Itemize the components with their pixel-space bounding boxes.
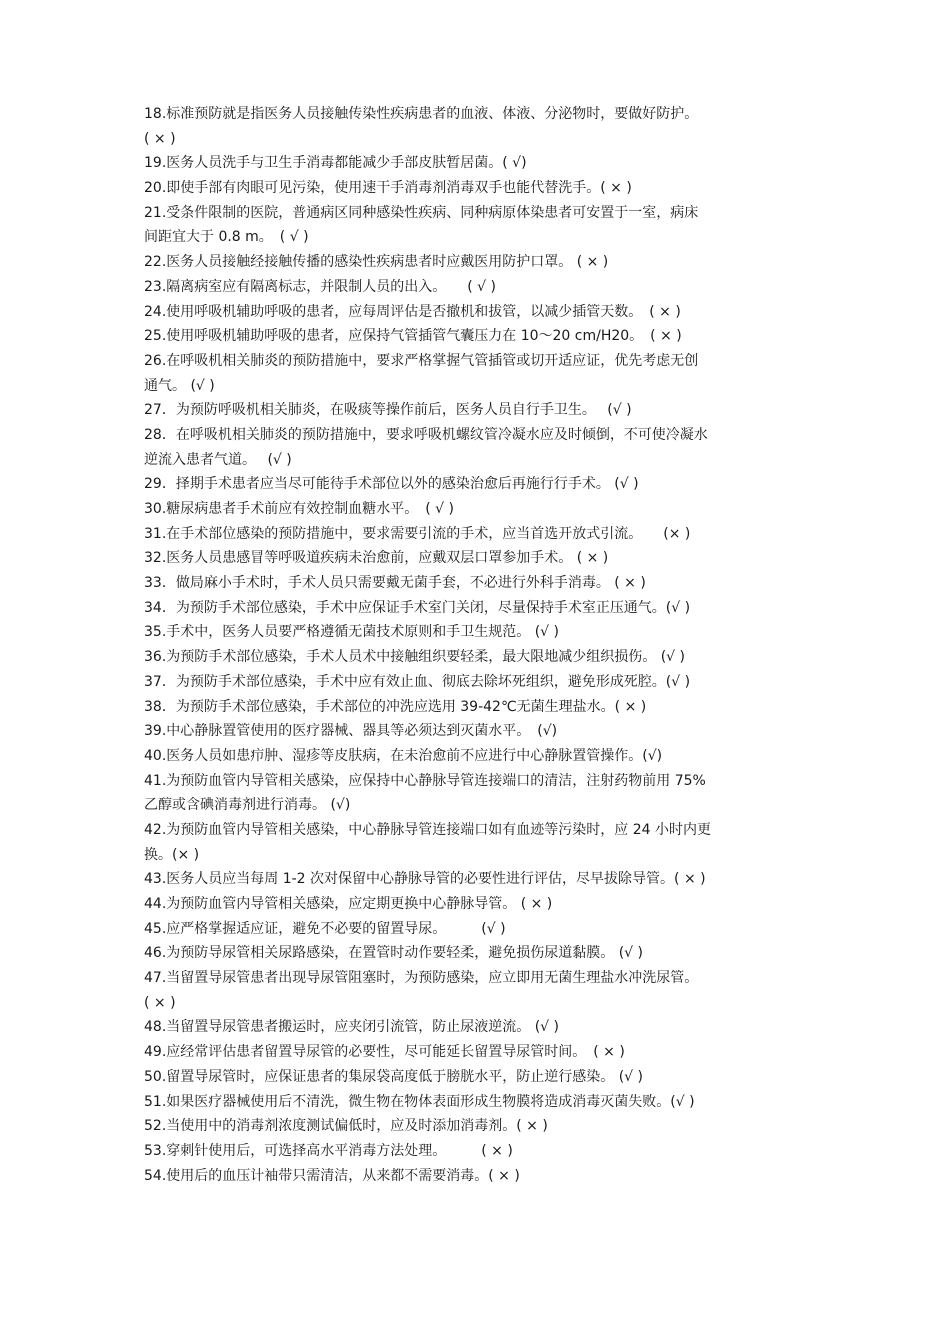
question-line: 28．在呼吸机相关肺炎的预防措施中，要求呼吸机螺纹管冷凝水应及时倾倒，不可使冷凝水 [144, 426, 708, 443]
question-line: 18.标准预防就是指医务人员接触传染性疾病患者的血液、体液、分泌物时，要做好防护。 [144, 106, 699, 122]
question-line: 40.医务人员如患疖肿、湿疹等皮肤病，在未治愈前不应进行中心静脉置管操作。(√) [144, 747, 663, 764]
question-line: 39.中心静脉置管使用的医疗器械、器具等必须达到灭菌水平。 (√) [144, 723, 558, 740]
question-line: 27．为预防呼吸机相关肺炎，在吸痰等操作前后，医务人员自行手卫生。 (√ ) [144, 402, 632, 419]
question-line: 53.穿刺针使用后，可选择高水平消毒方法处理。 ( × ) [144, 1142, 513, 1159]
question-line: 38．为预防手术部位感染，手术部位的冲洗应选用 39-42℃无菌生理盐水。( × ) [144, 698, 647, 715]
question-line: 45.应严格掌握适应证，避免不必要的留置导尿。 (√ ) [144, 920, 506, 937]
question-line: 20.即使手部有肉眼可见污染，使用速干手消毒剂消毒双手也能代替洗手。( × ) [144, 180, 632, 197]
question-line: 通气。 (√ ) [144, 377, 215, 394]
question-line: 36.为预防手术部位感染，手术人员术中接触组织要轻柔，最大限地减少组织损伤。 (√ ) [144, 649, 686, 666]
question-line: 42.为预防血管内导管相关感染，中心静脉导管连接端口如有血迹等污染时，应 24 小时内更 [144, 821, 711, 838]
question-line: 34．为预防手术部位感染，手术中应保证手术室门关闭，尽量保持手术室正压通气。(√ ) [144, 599, 691, 616]
question-line: 48.当留置导尿管患者搬运时，应夹闭引流管，防止尿液逆流。 (√ ) [144, 1019, 560, 1036]
question-line: 换。(× ) [144, 846, 200, 863]
question-line: 24.使用呼吸机辅助呼吸的患者，应每周评估是否撤机和拔管，以减少插管天数。 ( × ) [144, 303, 681, 320]
question-line: ( × ) [144, 130, 176, 147]
question-list [144, 102, 812, 1188]
question-line: 32.医务人员患感冒等呼吸道疾病未治愈前，应戴双层口罩参加手术。 ( × ) [144, 550, 609, 567]
question-line: 54.使用后的血压计袖带只需清洁，从来都不需要消毒。( × ) [144, 1167, 520, 1184]
question-line: 19.医务人员洗手与卫生手消毒都能减少手部皮肤暂居菌。( √) [144, 155, 527, 172]
question-line: ( × ) [144, 994, 176, 1011]
question-line: 间距宜大于 0.8 m。 ( √ ) [144, 229, 309, 246]
question-line: 29．择期手术患者应当尽可能待手术部位以外的感染治愈后再施行行手术。 (√ ) [144, 476, 639, 493]
question-line: 22.医务人员接触经接触传播的感染性疾病患者时应戴医用防护口罩。 ( × ) [144, 254, 609, 271]
question-line: 50.留置导尿管时，应保证患者的集尿袋高度低于膀胱水平，防止逆行感染。 (√ ) [144, 1068, 644, 1085]
question-line: 37．为预防手术部位感染，手术中应有效止血、彻底去除坏死组织，避免形成死腔。(√ ) [144, 673, 691, 690]
question-line: 44.为预防血管内导管相关感染，应定期更换中心静脉导管。 ( × ) [144, 896, 553, 912]
question-line: 52.当使用中的消毒剂浓度测试偏低时，应及时添加消毒剂。( × ) [144, 1118, 548, 1135]
question-line: 47.当留置导尿管患者出现导尿管阻塞时，为预防感染，应立即用无菌生理盐水冲洗尿管。 [144, 970, 699, 987]
question-line: 33．做局麻小手术时，手术人员只需要戴无菌手套，不必进行外科手消毒。 ( × ) [144, 575, 646, 592]
question-line: 逆流入患者气道。 (√ ) [144, 451, 292, 468]
question-line: 43.医务人员应当每周 1-2 次对保留中心静脉导管的必要性进行评估，尽早拔除导管。( × ) [144, 871, 706, 888]
question-line: 乙醇或含碘消毒剂进行消毒。 (√) [144, 797, 351, 814]
question-line: 46.为预防导尿管相关尿路感染，在置管时动作要轻柔，避免损伤尿道黏膜。 (√ ) [144, 945, 644, 962]
question-line: 25.使用呼吸机辅助呼吸的患者，应保持气管插管气囊压力在 10～20 cm/H20。 ( × ) [144, 328, 682, 345]
question-line: 21.受条件限制的医院，普通病区同种感染性疾病、同种病原体染患者可安置于一室，病床 [144, 204, 699, 221]
question-line: 35.手术中，医务人员要严格遵循无菌技术原则和手卫生规范。 (√ ) [144, 624, 560, 641]
question-line: 49.应经常评估患者留置导尿管的必要性，尽可能延长留置导尿管时间。 ( × ) [144, 1044, 625, 1061]
question-line: 26.在呼吸机相关肺炎的预防措施中，要求严格掌握气管插管或切开适应证，优先考虑无创 [144, 352, 699, 369]
question-line: 41.为预防血管内导管相关感染，应保持中心静脉导管连接端口的清洁，注射药物前用 75% [144, 772, 706, 789]
question-line: 23.隔离病室应有隔离标志，并限制人员的出入。 ( √ ) [144, 278, 497, 295]
question-line: 31.在手术部位感染的预防措施中，要求需要引流的手术，应当首选开放式引流。 (× ) [144, 525, 691, 542]
question-line: 51.如果医疗器械使用后不清洗，微生物在物体表面形成生物膜将造成消毒灭菌失败。(√ ) [144, 1093, 695, 1110]
question-line: 30.糖尿病患者手术前应有效控制血糖水平。 ( √ ) [144, 501, 455, 517]
